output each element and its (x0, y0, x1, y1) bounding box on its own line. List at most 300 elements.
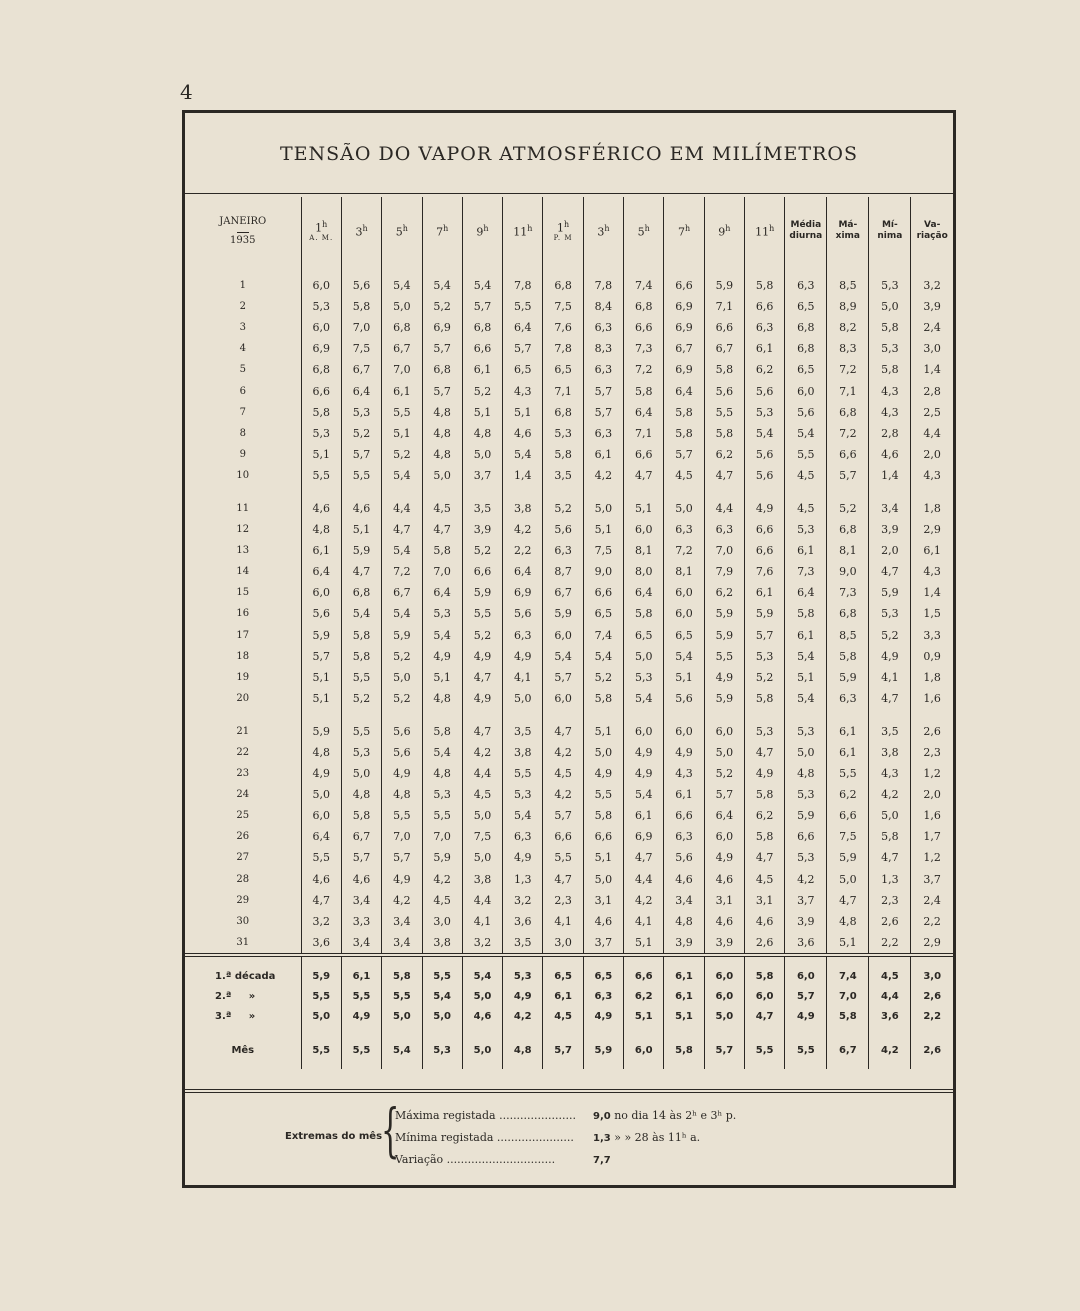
value-cell: 7,1 (704, 296, 744, 317)
value-cell: 4,9 (462, 646, 502, 667)
value-cell: 5,6 (745, 380, 785, 401)
summary-value: 5,1 (664, 1007, 704, 1027)
value-cell: 6,4 (664, 380, 704, 401)
value-cell: 6,7 (664, 338, 704, 359)
value-cell: 4,6 (704, 911, 744, 932)
table-row (185, 784, 953, 805)
day-label: 8 (239, 427, 246, 439)
value-cell: 5,8 (869, 317, 911, 338)
summary-value: 6,2 (624, 987, 664, 1007)
value-cell: 5,3 (869, 603, 911, 624)
table-row (185, 847, 953, 868)
value-cell: 6,5 (785, 359, 827, 380)
value-cell: 6,0 (664, 709, 704, 742)
stat-header (785, 197, 827, 265)
value-cell: 4,7 (827, 890, 869, 911)
value-cell: 4,6 (301, 869, 341, 890)
value-cell: 7,0 (341, 317, 381, 338)
day-label: 7 (239, 406, 246, 418)
value-cell: 5,3 (543, 423, 583, 444)
value-cell: 3,9 (869, 519, 911, 540)
hour-suffix: h (725, 223, 731, 233)
value-cell: 5,1 (301, 444, 341, 465)
table-row (185, 402, 953, 423)
value-cell: 4,3 (869, 380, 911, 401)
summary-value: 5,8 (382, 955, 422, 987)
value-cell: 5,9 (704, 603, 744, 624)
value-cell: 4,6 (745, 911, 785, 932)
summary-value: 4,9 (785, 1007, 827, 1027)
value-cell: 3,0 (422, 911, 462, 932)
value-cell: 5,5 (827, 763, 869, 784)
value-cell: 6,3 (543, 540, 583, 561)
summary-value: 5,8 (745, 955, 785, 987)
summary-value: 5,5 (341, 987, 381, 1007)
value-cell: 8,5 (827, 625, 869, 646)
extreme-value: 9,0 (593, 1111, 611, 1122)
summary-value: 3,6 (869, 1007, 911, 1027)
value-cell: 4,9 (745, 763, 785, 784)
value-cell: 4,8 (664, 911, 704, 932)
hour-header (583, 197, 623, 265)
value-cell: 8,3 (827, 338, 869, 359)
value-cell: 7,2 (624, 359, 664, 380)
value-cell: 5,3 (341, 402, 381, 423)
value-cell: 5,4 (382, 603, 422, 624)
value-cell: 9,0 (583, 561, 623, 582)
value-cell: 5,1 (462, 402, 502, 423)
table-row (185, 932, 953, 955)
value-cell: 6,8 (827, 402, 869, 423)
page-title: TENSÃO DO VAPOR ATMOSFÉRICO EM MILÍMETROS (280, 143, 858, 165)
value-cell: 2,4 (911, 317, 953, 338)
value-cell: 1,7 (911, 826, 953, 847)
value-cell: 5,7 (664, 444, 704, 465)
value-cell: 5,1 (583, 709, 623, 742)
value-cell: 5,4 (341, 603, 381, 624)
value-cell: 5,7 (543, 667, 583, 688)
leader-dots: ...................... (499, 1109, 577, 1122)
value-cell: 5,9 (704, 625, 744, 646)
value-cell: 3,9 (704, 932, 744, 955)
hour-header (624, 197, 664, 265)
hour-header (422, 197, 462, 265)
extremes-section (185, 1089, 953, 1183)
value-cell: 6,8 (301, 359, 341, 380)
value-cell: 4,2 (503, 519, 543, 540)
value-cell: 6,2 (704, 582, 744, 603)
summary-value: 6,0 (745, 987, 785, 1007)
daily-rows (185, 265, 953, 955)
hour-header (704, 197, 744, 265)
value-cell: 3,1 (745, 890, 785, 911)
value-cell: 6,4 (503, 317, 543, 338)
value-cell: 6,1 (785, 625, 827, 646)
stat-header (827, 197, 869, 265)
value-cell: 5,0 (422, 465, 462, 486)
value-cell: 7,0 (704, 540, 744, 561)
value-cell: 5,4 (624, 688, 664, 709)
value-cell: 7,4 (583, 625, 623, 646)
value-cell: 6,1 (785, 540, 827, 561)
value-cell: 6,1 (911, 540, 953, 561)
table-row (185, 667, 953, 688)
summary-label: Mês (231, 1045, 255, 1057)
stat-header-line1: Mí- (881, 220, 898, 230)
value-cell: 6,6 (583, 582, 623, 603)
value-cell: 5,4 (382, 540, 422, 561)
value-cell: 2,6 (869, 911, 911, 932)
day-label: 9 (239, 448, 246, 460)
value-cell: 8,7 (543, 561, 583, 582)
header-row (185, 197, 953, 265)
value-cell: 4,8 (827, 911, 869, 932)
value-cell: 5,9 (462, 582, 502, 603)
value-cell: 4,4 (462, 890, 502, 911)
value-cell: 3,0 (911, 338, 953, 359)
summary-row (185, 987, 953, 1007)
value-cell: 3,7 (462, 465, 502, 486)
summary-value: 5,5 (382, 987, 422, 1007)
value-cell: 6,4 (422, 582, 462, 603)
value-cell: 5,9 (341, 540, 381, 561)
extreme-name: Variação (395, 1153, 447, 1166)
value-cell: 5,5 (704, 646, 744, 667)
extreme-name: Máxima registada (395, 1109, 500, 1122)
day-label: 10 (236, 469, 250, 481)
table-row (185, 423, 953, 444)
value-cell: 5,3 (869, 265, 911, 296)
table-row (185, 582, 953, 603)
extreme-row-label (395, 1131, 607, 1144)
value-cell: 6,1 (583, 444, 623, 465)
value-cell: 4,9 (382, 869, 422, 890)
value-cell: 1,3 (503, 869, 543, 890)
value-cell: 3,2 (301, 911, 341, 932)
month-name: JANEIRO (219, 215, 267, 227)
table-row (185, 317, 953, 338)
value-cell: 5,2 (341, 688, 381, 709)
hour-header (301, 197, 341, 265)
value-cell: 6,9 (624, 826, 664, 847)
value-cell: 5,8 (422, 709, 462, 742)
extreme-row-label (395, 1153, 557, 1166)
value-cell: 5,5 (503, 296, 543, 317)
value-cell: 6,8 (827, 519, 869, 540)
hour-number: 11 (755, 225, 770, 239)
value-cell: 6,0 (704, 826, 744, 847)
value-cell: 6,6 (745, 296, 785, 317)
value-cell: 5,3 (422, 784, 462, 805)
value-cell: 4,8 (301, 742, 341, 763)
value-cell: 5,4 (785, 646, 827, 667)
value-cell: 4,2 (422, 869, 462, 890)
value-cell: 5,8 (341, 805, 381, 826)
value-cell: 5,7 (301, 646, 341, 667)
value-cell: 5,5 (341, 667, 381, 688)
value-cell: 4,2 (869, 784, 911, 805)
value-cell: 5,1 (503, 402, 543, 423)
value-cell: 4,4 (911, 423, 953, 444)
value-cell: 8,1 (624, 540, 664, 561)
value-cell: 3,2 (911, 265, 953, 296)
value-cell: 4,8 (422, 688, 462, 709)
value-cell: 5,6 (301, 603, 341, 624)
value-cell: 6,6 (462, 561, 502, 582)
value-cell: 4,8 (382, 784, 422, 805)
value-cell: 8,2 (827, 317, 869, 338)
value-cell: 5,4 (462, 265, 502, 296)
summary-row (185, 955, 953, 987)
value-cell: 6,4 (624, 582, 664, 603)
value-cell: 5,1 (341, 519, 381, 540)
summary-value: 6,5 (583, 955, 623, 987)
value-cell: 5,2 (462, 380, 502, 401)
value-cell: 4,3 (664, 763, 704, 784)
value-cell: 4,5 (785, 486, 827, 519)
value-cell: 5,9 (869, 582, 911, 603)
value-cell: 6,8 (624, 296, 664, 317)
value-cell: 5,5 (583, 784, 623, 805)
value-cell: 7,0 (422, 561, 462, 582)
value-cell: 6,0 (543, 625, 583, 646)
value-cell: 5,3 (422, 603, 462, 624)
value-cell: 5,5 (382, 402, 422, 423)
value-cell: 4,1 (503, 667, 543, 688)
value-cell: 1,8 (911, 667, 953, 688)
value-cell: 5,6 (543, 519, 583, 540)
value-cell: 4,6 (341, 486, 381, 519)
value-cell: 6,2 (704, 444, 744, 465)
value-cell: 4,2 (624, 890, 664, 911)
value-cell: 5,9 (745, 603, 785, 624)
value-cell: 5,8 (624, 603, 664, 624)
month-header (185, 197, 301, 265)
hour-suffix: h (604, 223, 610, 233)
value-cell: 5,7 (503, 338, 543, 359)
value-cell: 5,8 (422, 540, 462, 561)
value-cell: 4,9 (704, 847, 744, 868)
hour-suffix: h (564, 219, 570, 229)
value-cell: 6,0 (785, 380, 827, 401)
value-cell: 5,7 (827, 465, 869, 486)
value-cell: 5,8 (745, 688, 785, 709)
value-cell: 5,3 (503, 784, 543, 805)
table-row (185, 265, 953, 296)
value-cell: 5,4 (503, 805, 543, 826)
value-cell: 5,9 (827, 667, 869, 688)
value-cell: 7,9 (704, 561, 744, 582)
value-cell: 4,1 (462, 911, 502, 932)
summary-row (185, 1027, 953, 1069)
value-cell: 5,8 (785, 603, 827, 624)
value-cell: 5,9 (827, 847, 869, 868)
hour-number: 7 (677, 225, 685, 239)
table-frame (182, 110, 956, 1188)
value-cell: 3,9 (462, 519, 502, 540)
value-cell: 4,2 (543, 742, 583, 763)
value-cell: 4,9 (462, 688, 502, 709)
summary-value: 6,1 (664, 955, 704, 987)
value-cell: 7,1 (827, 380, 869, 401)
value-cell: 5,8 (341, 296, 381, 317)
value-cell: 5,1 (382, 423, 422, 444)
value-cell: 2,8 (911, 380, 953, 401)
value-cell: 4,9 (382, 763, 422, 784)
value-cell: 7,2 (382, 561, 422, 582)
value-cell: 5,7 (583, 380, 623, 401)
value-cell: 6,6 (543, 826, 583, 847)
value-cell: 5,0 (624, 646, 664, 667)
value-cell: 1,2 (911, 847, 953, 868)
value-cell: 3,5 (869, 709, 911, 742)
hour-number: 1 (315, 221, 323, 235)
summary-value: 5,8 (827, 1007, 869, 1027)
stat-header-line1: Va- (924, 220, 941, 230)
value-cell: 5,6 (503, 603, 543, 624)
value-cell: 5,1 (785, 667, 827, 688)
value-cell: 3,8 (869, 742, 911, 763)
extreme-value: 7,7 (593, 1155, 611, 1166)
value-cell: 1,5 (911, 603, 953, 624)
value-cell: 1,4 (911, 359, 953, 380)
value-cell: 4,6 (869, 444, 911, 465)
value-cell: 7,8 (583, 265, 623, 296)
value-cell: 6,4 (624, 402, 664, 423)
value-cell: 4,7 (422, 519, 462, 540)
value-cell: 5,1 (422, 667, 462, 688)
value-cell: 5,0 (301, 784, 341, 805)
value-cell: 4,6 (503, 423, 543, 444)
hour-suffix: h (527, 223, 533, 233)
value-cell: 4,8 (341, 784, 381, 805)
value-cell: 4,2 (785, 869, 827, 890)
value-cell: 6,4 (341, 380, 381, 401)
value-cell: 4,8 (785, 763, 827, 784)
value-cell: 4,7 (745, 847, 785, 868)
value-cell: 6,5 (664, 625, 704, 646)
value-cell: 5,4 (543, 646, 583, 667)
value-cell: 6,6 (827, 805, 869, 826)
value-cell: 6,0 (624, 519, 664, 540)
value-cell: 5,3 (785, 784, 827, 805)
value-cell: 4,9 (664, 742, 704, 763)
day-label: 20 (236, 692, 250, 704)
summary-value: 6,7 (827, 1027, 869, 1069)
hour-suffix: h (769, 223, 775, 233)
day-label: 5 (239, 364, 246, 376)
value-cell: 4,9 (704, 667, 744, 688)
value-cell: 4,7 (869, 561, 911, 582)
value-cell: 3,8 (503, 742, 543, 763)
summary-value: 6,6 (624, 955, 664, 987)
extreme-note: no dia 14 às 2ʰ e 3ʰ p. (610, 1109, 737, 1122)
value-cell: 6,8 (422, 359, 462, 380)
value-cell: 8,1 (827, 540, 869, 561)
summary-value: 5,7 (704, 1027, 744, 1069)
value-cell: 6,3 (704, 519, 744, 540)
value-cell: 2,4 (911, 890, 953, 911)
day-label: 6 (239, 385, 246, 397)
value-cell: 6,8 (785, 338, 827, 359)
hour-header (543, 197, 583, 265)
summary-value: 6,0 (624, 1027, 664, 1069)
value-cell: 7,3 (785, 561, 827, 582)
value-cell: 4,3 (503, 380, 543, 401)
stat-header-line2: xima (835, 231, 860, 241)
day-label: 3 (239, 322, 246, 334)
value-cell: 6,6 (624, 317, 664, 338)
value-cell: 5,2 (462, 540, 502, 561)
value-cell: 6,0 (664, 582, 704, 603)
value-cell: 4,4 (704, 486, 744, 519)
day-label: 18 (236, 650, 250, 662)
summary-value: 5,5 (745, 1027, 785, 1069)
year: 1935 (230, 234, 256, 246)
hour-number: 5 (395, 225, 403, 239)
stat-header-line1: Média (790, 220, 822, 230)
value-cell: 6,9 (301, 338, 341, 359)
value-cell: 4,9 (624, 742, 664, 763)
extreme-value-group (593, 1109, 736, 1122)
value-cell: 1,2 (911, 763, 953, 784)
value-cell: 5,9 (785, 805, 827, 826)
value-cell: 6,3 (827, 688, 869, 709)
value-cell: 4,2 (382, 890, 422, 911)
summary-value: 5,5 (422, 955, 462, 987)
pm-label: P. M (553, 234, 573, 243)
value-cell: 5,7 (422, 380, 462, 401)
value-cell: 5,5 (503, 763, 543, 784)
table-row (185, 540, 953, 561)
value-cell: 5,9 (382, 625, 422, 646)
day-label: 24 (236, 789, 250, 801)
value-cell: 6,6 (704, 317, 744, 338)
value-cell: 6,7 (341, 359, 381, 380)
summary-value: 4,9 (583, 1007, 623, 1027)
value-cell: 6,1 (624, 805, 664, 826)
value-cell: 4,6 (301, 486, 341, 519)
value-cell: 6,4 (301, 826, 341, 847)
summary-row (185, 1007, 953, 1027)
hour-number: 3 (355, 225, 363, 239)
value-cell: 7,1 (543, 380, 583, 401)
value-cell: 3,3 (911, 625, 953, 646)
value-cell: 2,2 (869, 932, 911, 955)
value-cell: 5,2 (341, 423, 381, 444)
day-label: 16 (236, 608, 250, 620)
am-label: A. M. (309, 234, 334, 243)
value-cell: 5,8 (704, 423, 744, 444)
day-label: 30 (236, 915, 250, 927)
day-label: 12 (236, 524, 250, 536)
value-cell: 5,1 (624, 932, 664, 955)
value-cell: 8,1 (664, 561, 704, 582)
value-cell: 3,9 (911, 296, 953, 317)
value-cell: 5,0 (462, 805, 502, 826)
summary-value: 5,7 (543, 1027, 583, 1069)
value-cell: 7,0 (422, 826, 462, 847)
value-cell: 1,4 (869, 465, 911, 486)
hour-suffix: h (362, 223, 368, 233)
value-cell: 2,3 (911, 742, 953, 763)
hour-number: 9 (718, 225, 726, 239)
value-cell: 7,3 (624, 338, 664, 359)
value-cell: 4,4 (382, 486, 422, 519)
value-cell: 6,6 (583, 826, 623, 847)
value-cell: 3,5 (543, 465, 583, 486)
value-cell: 6,2 (745, 359, 785, 380)
